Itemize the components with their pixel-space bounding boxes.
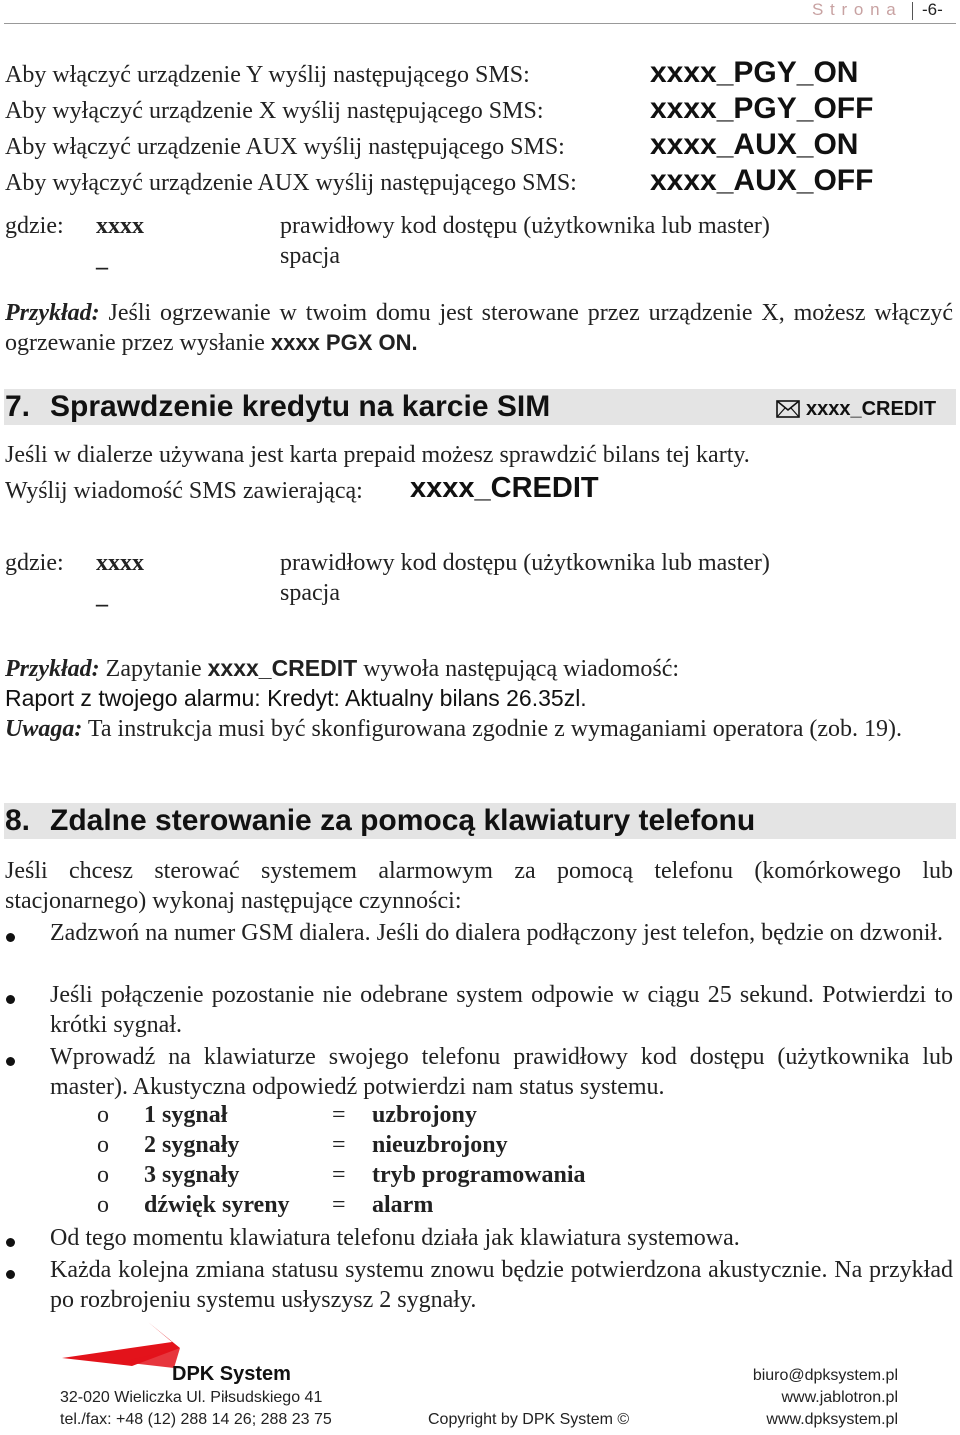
signal-name-3: 3 sygnały bbox=[144, 1162, 240, 1188]
signal-meaning-4: alarm bbox=[372, 1192, 434, 1218]
sms-line-2: Aby wyłączyć urządzenie X wyślij następującego SMS: bbox=[5, 98, 544, 124]
sms-code-4: xxxx_AUX_OFF bbox=[650, 164, 874, 197]
sms-line-4: Aby wyłączyć urządzenie AUX wyślij następującego SMS: bbox=[5, 170, 577, 196]
signal-eq-3: = bbox=[332, 1162, 346, 1188]
signal-marker-1: o bbox=[97, 1102, 109, 1128]
signal-name-1: 1 sygnał bbox=[144, 1102, 228, 1128]
example-label: Przykład: bbox=[5, 300, 100, 326]
bullet-marker-2 bbox=[6, 995, 15, 1004]
envelope-icon bbox=[776, 400, 800, 423]
sms-line-3: Aby włączyć urządzenie AUX wyślij następującego SMS: bbox=[5, 134, 565, 160]
example-2-label: Przykład: bbox=[5, 656, 100, 682]
section-7-number: 7. bbox=[5, 390, 31, 423]
example-2-line bbox=[5, 655, 679, 683]
example-paragraph bbox=[5, 298, 953, 358]
bullet-item-4: Od tego momentu klawiatura telefonu działa jak klawiatura systemowa. bbox=[50, 1225, 740, 1251]
signal-meaning-3: tryb programowania bbox=[372, 1162, 586, 1188]
bullet-item-5: Każda kolejna zmiana statusu systemu znowu będzie potwierdzona akustycznie. Na przykład po rozbrojeniu systemu usłyszysz 2 sygnały. bbox=[50, 1257, 953, 1313]
section-7-line-2: Wyślij wiadomość SMS zawierającą: bbox=[5, 478, 363, 504]
where-key-code-2: xxxx bbox=[96, 550, 144, 576]
where-value-code-2: prawidłowy kod dostępu (użytkownika lub master) bbox=[280, 550, 770, 576]
example-code: xxxx PGX ON. bbox=[270, 330, 418, 355]
bullet-item-1: Zadzwoń na numer GSM dialera. Jeśli do dialera podłączony jest telefon, będzie on dzwonił. bbox=[50, 920, 944, 946]
section-7-code: xxxx_CREDIT bbox=[806, 398, 937, 420]
footer-address: 32-020 Wieliczka Ul. Piłsudskiego 41 bbox=[60, 1389, 323, 1406]
sms-code-2: xxxx_PGY_OFF bbox=[650, 92, 874, 125]
bullet-item-3: Wprowadź na klawiaturze swojego telefonu prawidłowy kod dostępu (użytkownika lub master). Akustyczna odpowiedź potwierdzi nam status systemu. bbox=[50, 1044, 953, 1100]
signal-eq-2: = bbox=[332, 1132, 346, 1158]
sms-line-1: Aby włączyć urządzenie Y wyślij następującego SMS: bbox=[5, 62, 530, 88]
signal-name-2: 2 sygnały bbox=[144, 1132, 240, 1158]
page-number: -6- bbox=[922, 0, 943, 19]
footer-phone: tel./fax: +48 (12) 288 14 26; 288 23 75 bbox=[60, 1411, 332, 1428]
where-key-space: _ bbox=[96, 246, 108, 272]
sms-code-3: xxxx_AUX_ON bbox=[650, 128, 859, 161]
page-header-word: S t r o n a bbox=[812, 0, 897, 19]
where-label: gdzie: bbox=[5, 213, 64, 239]
section-7-line-2-code: xxxx_CREDIT bbox=[410, 472, 599, 504]
where-value-space: spacja bbox=[280, 243, 340, 269]
note-text: Ta instrukcja musi być skonfigurowana zgodnie z wymaganiami operatora (zob. 19). bbox=[87, 716, 902, 742]
where-label-2: gdzie: bbox=[5, 550, 64, 576]
example-text: Jeśli ogrzewanie w twoim domu jest sterowane przez urządzenie X, możesz włączyć ogrzewanie przez wysłanie bbox=[5, 300, 954, 356]
section-8-title: Zdalne sterowanie za pomocą klawiatury telefonu bbox=[50, 804, 756, 837]
section-8-number: 8. bbox=[5, 804, 31, 837]
example-2-pre: Zapytanie bbox=[105, 656, 202, 682]
footer-web-dpk[interactable]: www.dpksystem.pl bbox=[766, 1411, 898, 1428]
bullet-marker-4 bbox=[6, 1238, 15, 1247]
signal-eq-4: = bbox=[332, 1192, 346, 1218]
page-header-divider bbox=[912, 2, 913, 20]
note-paragraph bbox=[5, 714, 953, 744]
where-value-space-2: spacja bbox=[280, 580, 340, 606]
header-rule bbox=[4, 23, 956, 24]
bullet-item-2: Jeśli połączenie pozostanie nie odebrane system odpowie w ciągu 25 sekund. Potwierdzi to krótki sygnał. bbox=[50, 982, 953, 1038]
section-7-title: Sprawdzenie kredytu na karcie SIM bbox=[50, 390, 551, 423]
signal-name-4: dźwięk syreny bbox=[144, 1192, 290, 1218]
footer-copyright: Copyright by DPK System © bbox=[428, 1411, 630, 1428]
signal-meaning-2: nieuzbrojony bbox=[372, 1132, 508, 1158]
section-7-line-1: Jeśli w dialerze używana jest karta prepaid możesz sprawdzić bilans tej karty. bbox=[5, 442, 750, 468]
signal-marker-4: o bbox=[97, 1192, 109, 1218]
note-label: Uwaga: bbox=[5, 716, 83, 742]
bullet-marker-5 bbox=[6, 1270, 15, 1279]
footer-web-jablotron[interactable]: www.jablotron.pl bbox=[781, 1389, 898, 1406]
example-2-post: wywoła następującą wiadomość: bbox=[363, 656, 680, 682]
bullet-marker-1 bbox=[6, 933, 15, 942]
where-key-code: xxxx bbox=[96, 213, 144, 239]
signal-meaning-1: uzbrojony bbox=[372, 1102, 477, 1128]
example-2-report: Raport z twojego alarmu: Kredyt: Aktualny bilans 26.35zl. bbox=[5, 685, 587, 711]
where-key-space-2: _ bbox=[96, 583, 108, 609]
bullet-marker-3 bbox=[6, 1057, 15, 1066]
signal-eq-1: = bbox=[332, 1102, 346, 1128]
where-value-code: prawidłowy kod dostępu (użytkownika lub master) bbox=[280, 213, 770, 239]
logo-text: DPK System bbox=[172, 1363, 291, 1384]
section-8-intro: Jeśli chcesz sterować systemem alarmowym za pomocą telefonu (komórkowego lub stacjonarnego) wykonaj następujące czynności: bbox=[5, 858, 953, 914]
dpk-logo bbox=[62, 1322, 292, 1389]
signal-marker-3: o bbox=[97, 1162, 109, 1188]
example-2-code: xxxx_CREDIT bbox=[207, 655, 358, 681]
sms-code-1: xxxx_PGY_ON bbox=[650, 56, 859, 89]
signal-marker-2: o bbox=[97, 1132, 109, 1158]
footer-email[interactable]: biuro@dpksystem.pl bbox=[752, 1367, 898, 1384]
